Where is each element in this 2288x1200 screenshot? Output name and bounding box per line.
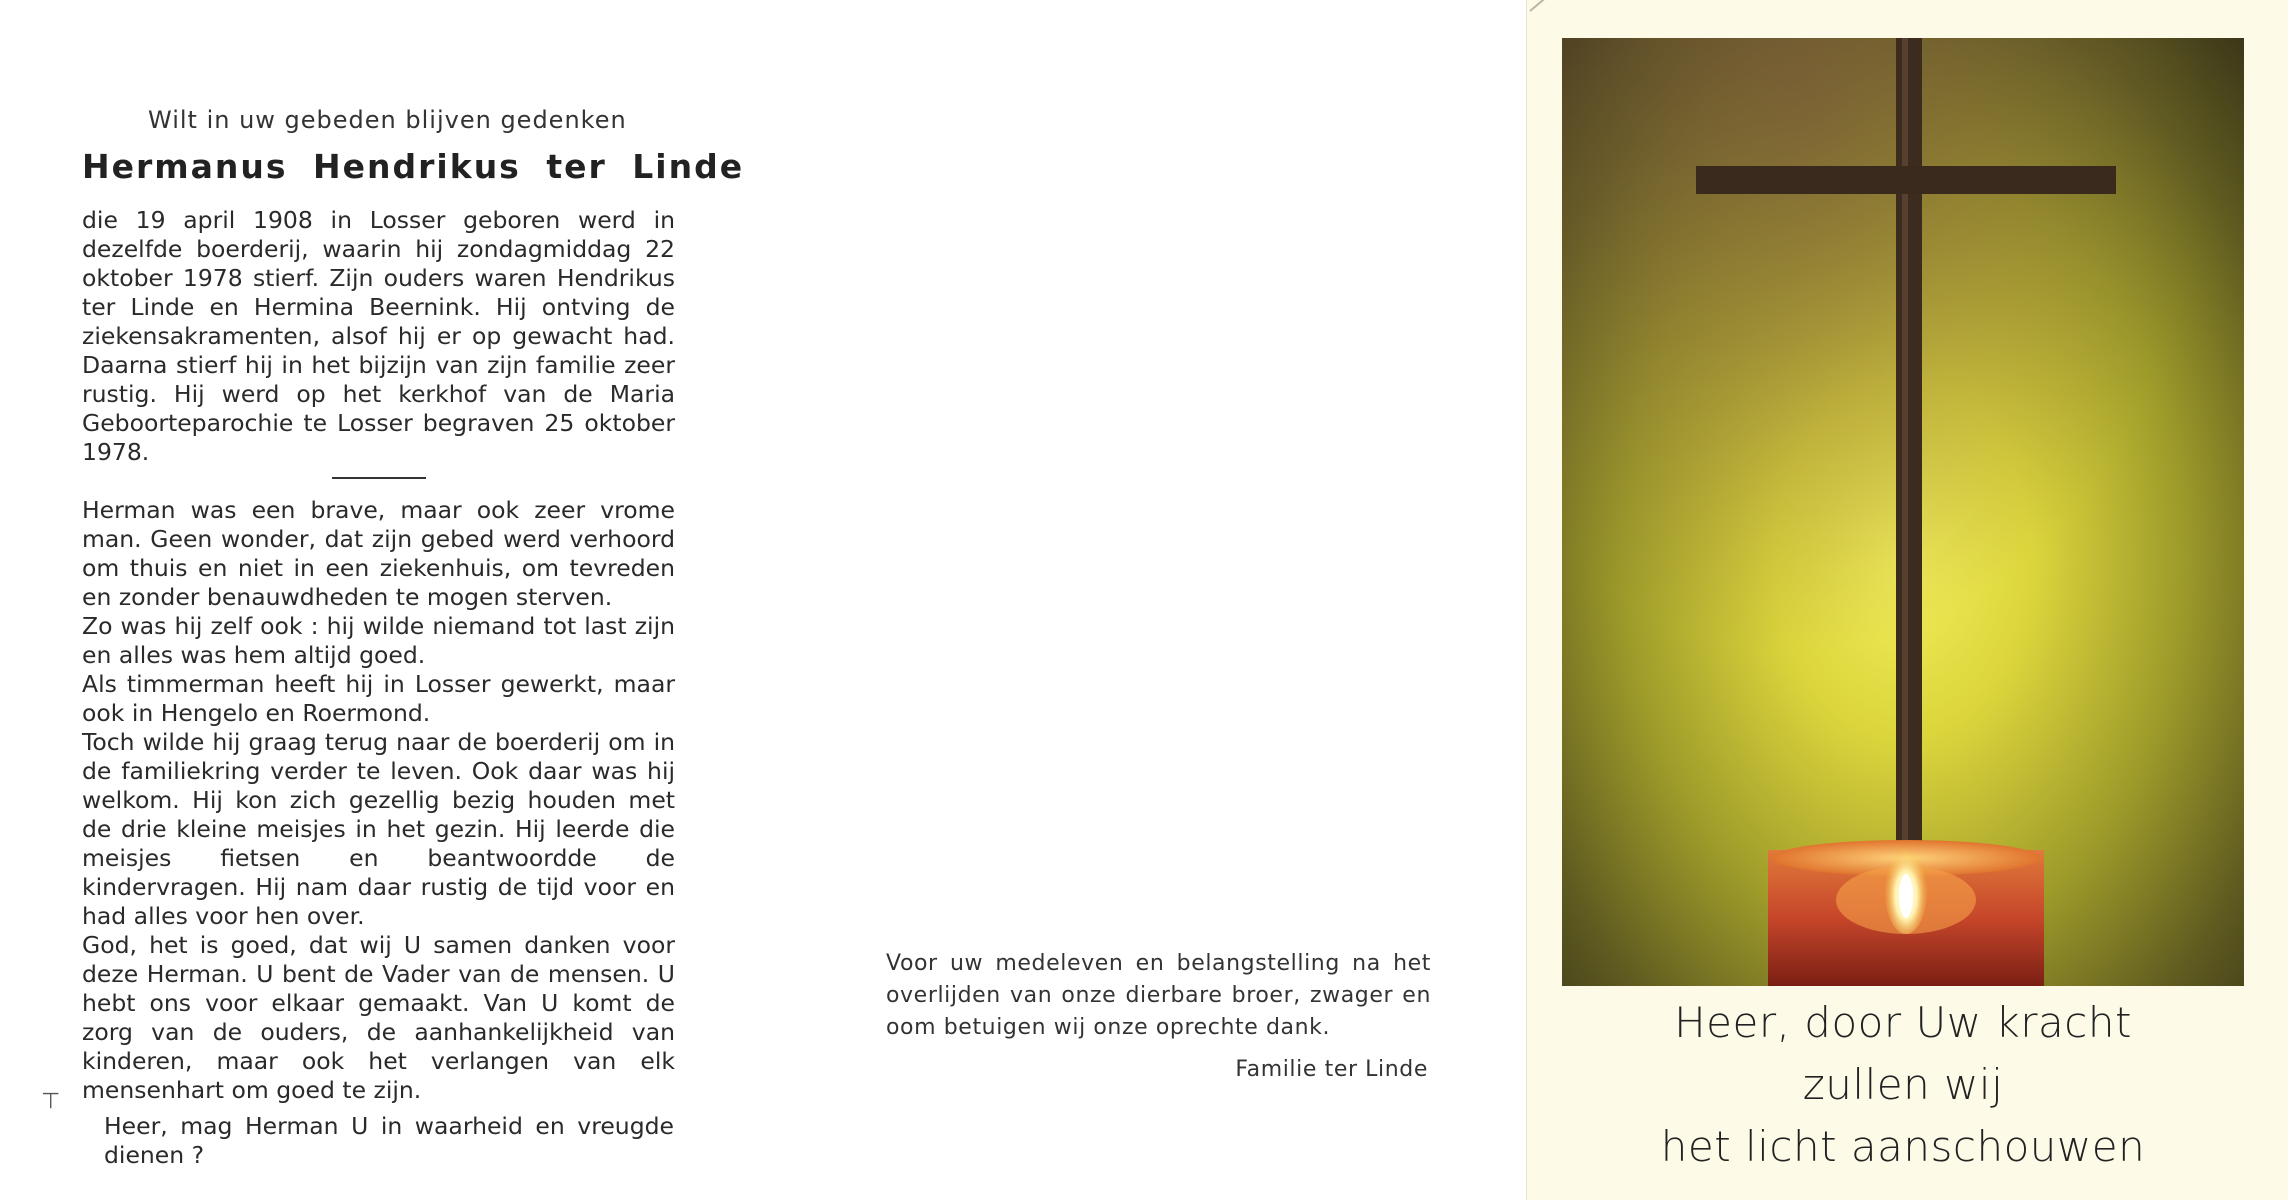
card-caption	[1562, 992, 2244, 1178]
cross-vertical-beam	[1896, 38, 1922, 868]
biography-paragraph	[82, 206, 675, 467]
paragraph-character: Herman was een brave, maar ook zeer vrome man. Geen wonder, dat zijn gebed werd verhoord om thuis en niet in een ziekenhuis, om tevreden en zonder benauwdheden te mogen sterven.	[82, 496, 675, 611]
paragraph-work: Als timmerman heeft hij in Losser gewerkt, maar ook in Hengelo en Roermond.	[82, 670, 675, 727]
family-signature: Familie ter Linde	[1235, 1057, 1428, 1082]
closing-prayer: Heer, mag Herman U in waarheid en vreugde dienen ?	[104, 1112, 674, 1169]
caption-line-1: Heer, door Uw kracht	[1674, 998, 2132, 1047]
caption-line-2: zullen wij	[1802, 1060, 2004, 1109]
paragraph-family: Toch wilde hij graag terug naar de boerderij om in de familiekring verder te leven. Ook daar was hij welkom. Hij kon zich gezellig bezig houden met de drie kleine meisjes in het gezin. Hij leerde die meisjes fietsen en beantwoordde de kindervragen. Hij nam daar rustig de tijd voor en had alles voor hen over.	[82, 728, 675, 930]
paragraph-birth-death: die 19 april 1908 in Losser geboren werd in dezelfde boerderij, waarin hij zondagmiddag 22 oktober 1978 stierf. Zijn ouders waren Hendrikus ter Linde en Hermina Beernink. Hij ontving de ziekensakramenten, alsof hij er op gewacht had. Daarna stierf hij in het bijzijn van zijn familie zeer rustig. Hij werd op het kerkhof van de Maria Geboorteparochie te Losser begraven 25 oktober 1978.	[82, 206, 675, 466]
fold-line	[1526, 0, 1527, 1200]
cross-horizontal-beam	[1696, 166, 2116, 194]
paragraph-nature: Zo was hij zelf ook : hij wilde niemand tot last zijn en alles was hem altijd goed.	[82, 612, 675, 669]
cross-highlight	[1902, 38, 1908, 868]
flame-core	[1899, 874, 1913, 918]
tribute-text	[82, 496, 675, 1105]
deceased-name: Hermanus Hendrikus ter Linde	[82, 147, 745, 186]
cross-candle-photo	[1562, 38, 2244, 986]
caption-line-3: het licht aanschouwen	[1660, 1122, 2146, 1171]
intro-line: Wilt in uw gebeden blijven gedenken	[148, 106, 627, 134]
section-divider	[332, 477, 426, 479]
paragraph-prayer: God, het is goed, dat wij U samen danken voor deze Herman. U bent de Vader van de mensen. U hebt ons voor elkaar gemaakt. Van U komt de zorg van de ouders, de aanhankelijkheid van kinderen, maar ook het verlangen van elk mensenhart om goed te zijn.	[82, 931, 675, 1104]
margin-mark: ⊢	[37, 1090, 63, 1111]
thanks-text: Voor uw medeleven en belangstelling na het overlijden van onze dierbare broer, zwager en oom betuigen wij onze oprechte dank.	[886, 951, 1431, 1040]
